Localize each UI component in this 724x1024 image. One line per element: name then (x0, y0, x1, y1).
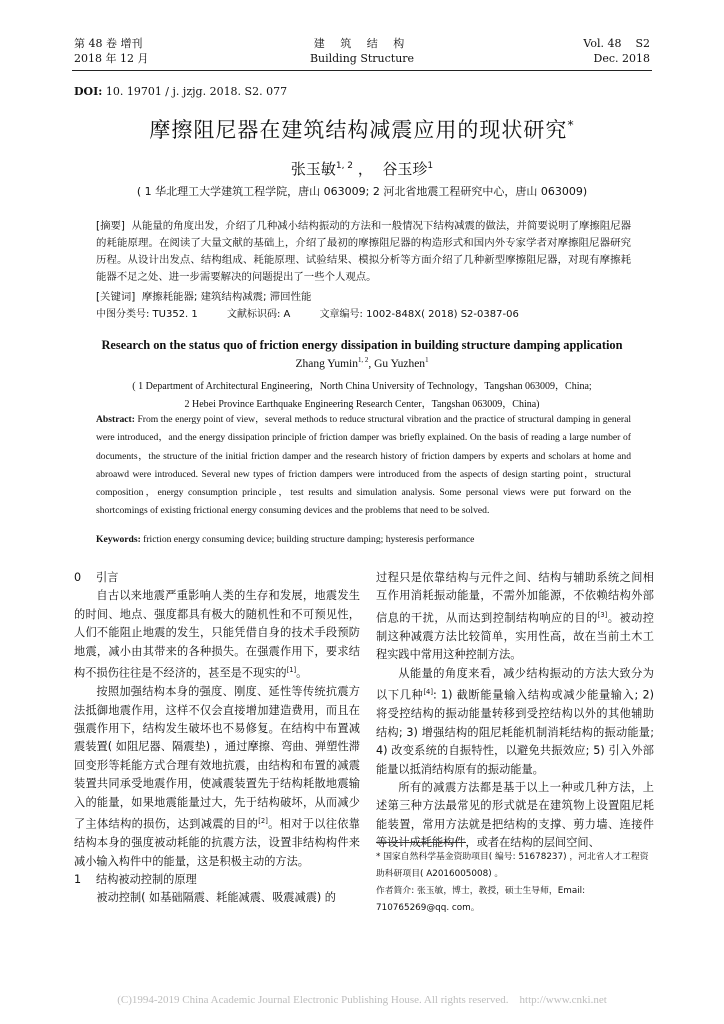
doi-line (74, 85, 287, 98)
document-code: 文献标识码: A (226, 309, 291, 320)
journal-name-en: Building Structure (309, 52, 415, 65)
authors-cn (0, 158, 724, 179)
author-1-cn: 张玉敏 (290, 160, 336, 178)
citation-3: [3] (597, 610, 608, 619)
keywords-en-text: friction energy consuming device; building structure damping; hysteresis performance (143, 534, 475, 545)
section-1-number: 1 (74, 872, 82, 886)
citation-1: [1] (286, 666, 297, 675)
section-0-heading (74, 569, 360, 587)
abstract-cn-text: 从能量的角度出发，介绍了几种减小结构振动的方法和一般情况下结构减震的做法，并简要说明了摩擦阻尼器的耗能原理。在阅读了大量文献的基础上，介绍了最初的摩擦阻尼器的构造形式和国内外专家学者对摩擦阻尼器研究历程。从设计出发点、结构组成、耗能原理、试验结果、模拟分析等方面介绍了几种新型摩擦阻尼器，对现有摩擦耗能器不足之处、进一步需要解决的问题提出了一些个人观点。 (96, 220, 632, 283)
author-separator-en: , (368, 357, 375, 370)
abstract-en-text: From the energy point of view，several methods to reduce structural vibration and the practice of structural damping in general were introduced，and the energy dissipation principle of friction damper was briefly explained. On the basis of reading a large number of documents，the structure of the initial friction damper and the research history of friction dampers by experts and scholars at home and abroawd were introduced. Several new types of friction dampers were introduced from the aspects of design starting point，structural composition，energy consumption principle，test results and simulation analysis. Some personal views were put forward on the shortcomings of existing frictional energy consuming devices and the problems that need to be solved. (96, 414, 632, 517)
clc-number: 中图分类号: TU352. 1 (96, 309, 198, 320)
abstract-en (96, 411, 631, 521)
intro-paragraph-1 (74, 587, 360, 683)
intro-paragraph-2 (74, 683, 360, 871)
keywords-cn (96, 288, 631, 303)
intro-p1-end: 。 (296, 666, 308, 680)
author-1-en-affil: 1, 2 (357, 357, 369, 364)
keywords-cn-label: [关键词] (96, 291, 136, 303)
right-p1-end: 。被动控制这种减震方法比较简单，实用性高，故在当前土木工程实践中常用这种控制方法。 (376, 611, 654, 662)
section-1-title: 结构被动控制的原理 (96, 872, 197, 886)
affiliation-en-2: 2 Hebei Province Earthquake Engineering Research Center，Tangshan 063009，China) (184, 399, 540, 410)
abstract-cn (96, 218, 631, 286)
keywords-cn-text: 摩擦耗能器; 建筑结构减震; 滞回性能 (141, 291, 312, 303)
journal-name-cn: 建 筑 结 构 (313, 37, 411, 50)
citation-4: [4] (423, 688, 433, 697)
intro-p2-end: 。相对于以往依靠结构本身的强度被动耗能的抗震方法，设置非结构构件来减小输入构件中的能量，这是积极主动的方法。 (74, 817, 360, 868)
paper-title-en: Research on the status quo of friction energy dissipation in building structure damping application (101, 338, 623, 352)
volume-issue: 第 48 卷 增刊 (74, 37, 143, 50)
classification-line (96, 305, 631, 320)
author-intro: 作者简介: 张玉敏，博士，教授，硕士生导师，Email: 710765269@qq. com。 (376, 886, 586, 913)
author-1-en: Zhang Yumin (295, 357, 358, 370)
abstract-en-label: Abstract: (96, 414, 135, 425)
keywords-en (96, 534, 631, 545)
section-0-number: 0 (74, 571, 82, 584)
body-column-right (376, 569, 654, 853)
issue-date-cn: 2018 年 12 月 (74, 52, 149, 65)
issue-date-en: Dec. 2018 (593, 52, 650, 65)
section-0-title: 引言 (96, 571, 119, 584)
citation-2: [2] (258, 817, 268, 826)
fund-note (376, 849, 654, 883)
intro-p1-text: 自古以来地震严重影响人类的生存和发展，地震发生的时间、地点、强度都具有极大的随机性和不可预见性，人们不能阻止地震的发生，只能凭借自身的技术手段预防地震，减小由其带来的各种损失。在强震作用下，要求结构不损伤往往是不经济的，甚至是不现实的 (74, 589, 360, 680)
doi-label: DOI: (74, 85, 103, 98)
right-p1-text: 过程只是依靠结构与元件之间、结构与辅助系统之间相互作用消耗振动能量，不需外加能源，不依赖结构外部信息的干扰，从而达到控制结构响应的目的 (376, 571, 654, 625)
title-fund-mark: * (567, 117, 575, 132)
fund-note-mark: * (376, 852, 381, 862)
right-paragraph-2 (376, 665, 654, 779)
keywords-en-label: Keywords: (96, 534, 141, 545)
abstract-cn-label: [摘要] (96, 220, 125, 232)
title-cn-text: 摩擦阻尼器在建筑结构减震应用的现状研究 (149, 118, 568, 142)
paper-title-cn (0, 114, 724, 144)
author-1-cn-affil: 1, 2 (335, 161, 354, 171)
body-column-left (74, 569, 360, 908)
article-number: 文章编号: 1002-848X( 2018) S2-0387-06 (319, 309, 519, 320)
author-2-cn: 谷玉珍 (382, 160, 428, 178)
intro-p2-text: 按照加强结构本身的强度、刚度、延性等传统抗震方法抵御地震作用，这样不仅会直接增加建造费用，而且在强震作用下，结构发生破坏也不易修复。在结构中布置减震装置( 如阻尼器、隔震垫) ，通过摩擦、弯曲、弹塑性滞回变形等耗能方式合理有效地抗震，由结构和布置的减震装置共同承受地震作用，使减震装置先于结构耗散地震输入的能量，如果地震能量过大，先于结构破坏，从而减少了主体结构的损伤，达到减震的目的 (74, 685, 360, 831)
right-paragraph-3: 所有的减震方法都是基于以上一种或几种方法，上述第三种方法最常见的形式就是在建筑物上设置阻尼耗能装置，常用方法就是把结构的支撑、剪力墙、连接件等设计成耗能构件，或者在结构的层间空间、 (376, 780, 654, 850)
fund-note-text: 国家自然科学基金资助项目( 编号: 51678237) ，河北省人才工程资助科研项目( A2016005008) 。 (376, 852, 649, 879)
footnote-rule (376, 842, 466, 843)
author-2-en: Gu Yuzhen (374, 357, 426, 370)
copyright-watermark: (C)1994-2019 China Academic Journal Electronic Publishing House. All rights reserved. http://www.cnki.net (117, 994, 607, 1006)
doi-value: 10. 19701 / j. jzjg. 2018. S2. 077 (105, 85, 288, 98)
section-1-paragraph-1: 被动控制( 如基础隔震、耗能减震、吸震减震) 的 (96, 891, 336, 905)
footnote (376, 849, 654, 917)
right-paragraph-1 (376, 569, 654, 665)
right-p2-end: : 1) 截断能量输入结构或减少能量输入; 2) 将受控结构的振动能量转移到受控结构以外的其他辅助结构; 3) 增强结构的阻尼耗能机制消耗结构的振动能量; 4) 改变系统的自振特性，以避免共振效应; 5) 引入外部能量以抵消结构原有的振动能量。 (376, 688, 654, 776)
section-1-heading (74, 871, 360, 889)
header-rule (72, 70, 652, 71)
volume-issue-en: Vol. 48 S2 (583, 37, 650, 50)
author-2-cn-affil: 1 (427, 161, 434, 171)
affiliation-en-1: ( 1 Department of Architectural Engineering，North China University of Technology，Tangshan 063009，China; (132, 381, 592, 392)
authors-en (0, 357, 724, 370)
affiliation-cn: ( 1 华北理工大学建筑工程学院，唐山 063009; 2 河北省地震工程研究中心，唐山 063009) (136, 185, 588, 198)
running-header-right (583, 36, 650, 66)
author-separator-cn: ， (357, 160, 373, 178)
right-p2-text: 从能量的角度来看，减少结构振动的方法大致分为以下几种 (376, 666, 654, 702)
author-2-en-affil: 1 (425, 357, 429, 364)
